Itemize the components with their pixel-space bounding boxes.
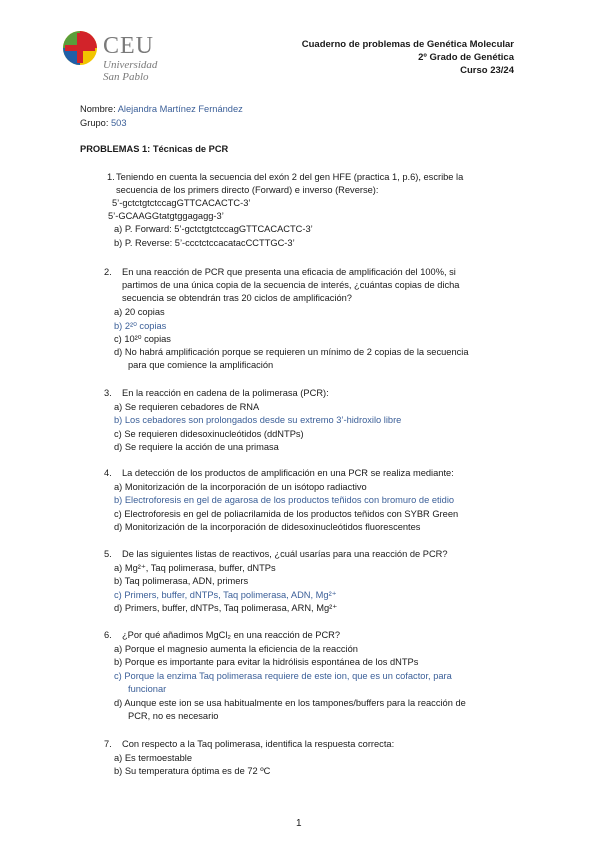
q2-option-c: c) 10²⁰ copias xyxy=(114,334,171,344)
q4-number: 4. xyxy=(104,468,112,478)
q6-option-a: a) Porque el magnesio aumenta la eficiencia de la reacción xyxy=(114,644,358,654)
doc-course: Curso 23/24 xyxy=(460,65,514,76)
q3-option-b: b) Los cebadores son prolongados desde su extremo 3’-hidroxilo libre xyxy=(114,415,402,425)
q2-option-a: a) 20 copias xyxy=(114,307,165,317)
q2-text-line3: secuencia se obtendrán tras 20 ciclos de amplificación? xyxy=(122,293,352,303)
q2-number: 2. xyxy=(104,267,112,277)
q5-text-line1: De las siguientes listas de reactivos, ¿cuál usarías para una reacción de PCR? xyxy=(122,549,448,559)
q4-option-b: b) Electroforesis en gel de agarosa de los productos teñidos con bromuro de etidio xyxy=(114,495,455,505)
q6-option-b: b) Porque es importante para evitar la hidrólisis espontánea de los dNTPs xyxy=(114,657,419,667)
q1-number: 1. xyxy=(107,172,115,182)
q1-option-a: a) P. Forward: 5’-gctctgtctccagGTTCACACTC-3’ xyxy=(114,224,313,234)
group-label: Grupo: xyxy=(80,118,109,128)
student-name-row xyxy=(80,103,243,115)
doc-title: Cuaderno de problemas de Genética Molecular xyxy=(301,39,514,50)
q1-text-line2: secuencia de los primers directo (Forward) e inverso (Reverse): xyxy=(116,185,379,195)
q5-option-a: a) Mg²⁺, Taq polimerasa, buffer, dNTPs xyxy=(114,563,276,573)
q2-text-line2: partimos de una única copia de la secuencia de interés, ¿cuántas copias de dicha xyxy=(122,280,460,290)
q2-option-b: b) 2²⁰ copias xyxy=(114,321,167,331)
logo-name: CEU xyxy=(103,33,154,59)
q4-text-line1: La detección de los productos de amplificación en una PCR se realiza mediante: xyxy=(122,468,454,478)
q5-option-b: b) Taq polimerasa, ADN, primers xyxy=(114,576,249,586)
doc-degree: 2º Grado de Genética xyxy=(418,52,514,63)
q7-option-b: b) Su temperatura óptima es de 72 ºC xyxy=(114,766,271,776)
q4-option-a: a) Monitorización de la incorporación de un isótopo radiactivo xyxy=(114,482,367,492)
student-group-row xyxy=(80,117,127,129)
q6-option-d-line2: PCR, no es necesario xyxy=(128,711,219,721)
section-title: PROBLEMAS 1: Técnicas de PCR xyxy=(80,144,229,154)
q6-text-line1: ¿Por qué añadimos MgCl₂ en una reacción de PCR? xyxy=(122,630,341,640)
q1-sequence-1: 5’-gctctgtctccagGTTCACACTC-3’ xyxy=(112,198,251,208)
name-value: Alejandra Martínez Fernández xyxy=(117,104,243,114)
q7-number: 7. xyxy=(104,739,112,749)
q5-number: 5. xyxy=(104,549,112,559)
q5-option-d: d) Primers, buffer, dNTPs, Taq polimerasa, ARN, Mg²⁺ xyxy=(114,603,338,613)
q2-option-d-line1: d) No habrá amplificación porque se requieren un mínimo de 2 copias de la secuencia xyxy=(114,347,469,357)
group-value: 503 xyxy=(111,118,127,128)
q6-option-c-line2: funcionar xyxy=(128,684,167,694)
q5-option-c: c) Primers, buffer, dNTPs, Taq polimerasa, ADN, Mg²⁺ xyxy=(114,590,337,600)
q6-option-c-line1: c) Porque la enzima Taq polimerasa requiere de este ion, que es un cofactor, para xyxy=(114,671,452,681)
q6-option-d-line1: d) Aunque este ion se usa habitualmente en los tampones/buffers para la reacción de xyxy=(114,698,466,708)
q4-option-d: d) Monitorización de la incorporación de didesoxinucleótidos fluorescentes xyxy=(114,522,421,532)
logo-subtitle-line2: San Pablo xyxy=(103,71,149,83)
q3-number: 3. xyxy=(104,388,112,398)
q4-option-c: c) Electroforesis en gel de poliacrilamida de los productos teñidos con SYBR Green xyxy=(114,509,459,519)
name-label: Nombre: xyxy=(80,104,116,114)
q1-text-line1: Teniendo en cuenta la secuencia del exón 2 del gen HFE (practica 1, p.6), escribe la xyxy=(116,172,464,182)
q6-number: 6. xyxy=(104,630,112,640)
q3-option-d: d) Se requiere la acción de una primasa xyxy=(114,442,279,452)
q3-option-a: a) Se requieren cebadores de RNA xyxy=(114,402,260,412)
q2-text-line1: En una reacción de PCR que presenta una eficacia de amplificación del 100%, si xyxy=(122,267,456,277)
logo-subtitle xyxy=(103,59,157,83)
page-number: 1 xyxy=(296,818,302,829)
q3-option-c: c) Se requieren didesoxinucleótidos (ddNTPs) xyxy=(114,429,304,439)
q1-option-b: b) P. Reverse: 5’-ccctctccacatacCCTTGC-3’ xyxy=(114,238,295,248)
q1-sequence-2: 5’-GCAAGGtatgtggagagg-3’ xyxy=(108,211,224,221)
q2-option-d-line2: para que comience la amplificación xyxy=(128,360,274,370)
q7-text-line1: Con respecto a la Taq polimerasa, identifica la respuesta correcta: xyxy=(122,739,395,749)
logo-subtitle-line1: Universidad xyxy=(103,59,158,71)
q3-text-line1: En la reacción en cadena de la polimerasa (PCR): xyxy=(122,388,329,398)
q7-option-a: a) Es termoestable xyxy=(114,753,193,763)
ceu-logo-mark xyxy=(62,30,98,66)
